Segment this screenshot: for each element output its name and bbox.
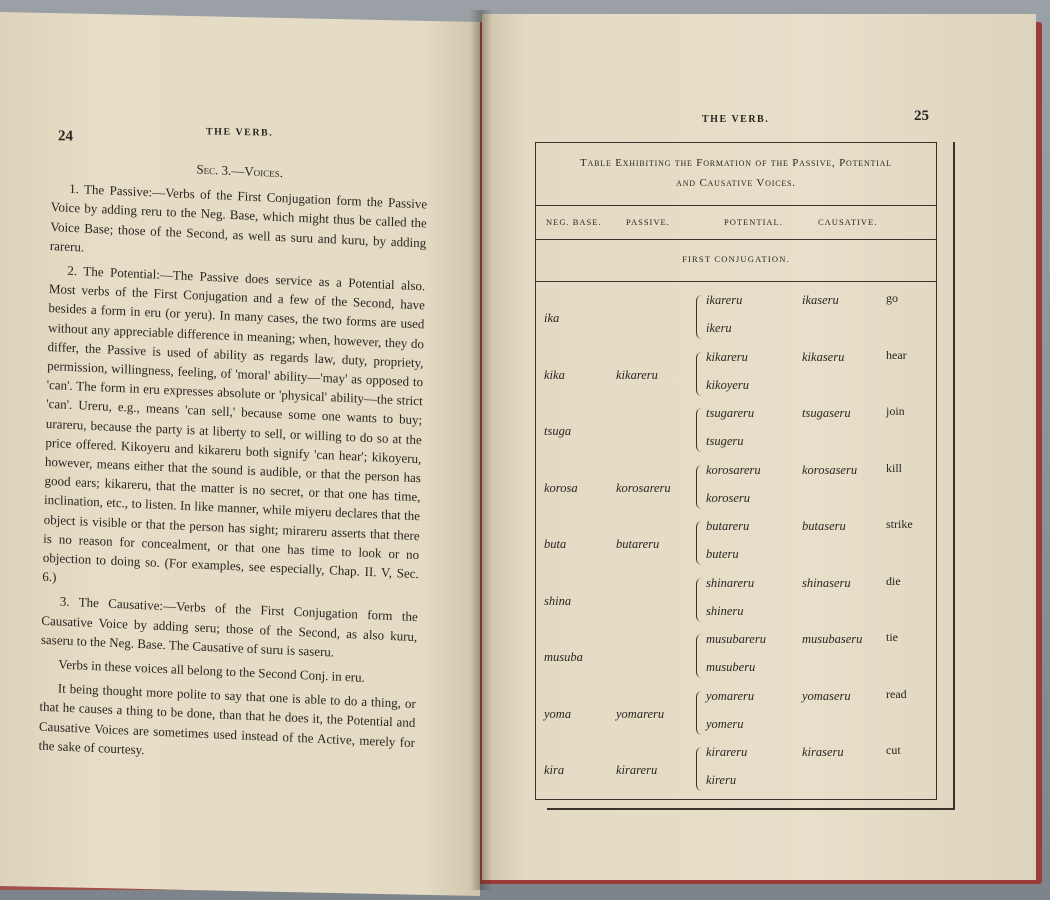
potential-alt-cell: koroseru [706, 490, 750, 505]
passive-cell: butareru [616, 537, 660, 551]
table-rule [536, 205, 936, 206]
neg-base-cell: kira [544, 763, 565, 777]
table-row [536, 687, 936, 743]
right-page-number: 25 [914, 108, 929, 124]
right-running-head: THE VERB. [702, 114, 770, 125]
paragraph-second-conj: Verbs in these voices all belong to the Second Conj. in eru. [58, 656, 366, 685]
meaning-cell: read [886, 686, 907, 701]
col-head-causative: CAUSATIVE. [818, 217, 878, 227]
neg-base-cell: musuba [544, 650, 583, 664]
causative-cell: shinaseru [802, 575, 851, 590]
potential-alt-cell: musuberu [706, 660, 756, 674]
paragraph-potential: 2. The Potential:—The Passive does service as a Potential also. Most verbs of the First Conjugation and a few of the Second, have besides a form in eru (or yeru). In many cases, the two forms are used without any appreciable difference in meaning; when, however, they do differ, the Passive is used of ability as regards law, duty, propriety, permission, willingness, feeling, of 'moral' ability—'may' as opposed to 'can'. The form in eru expresses absolute or 'physical' ability—the strict 'can'. Ureru, e.g., means 'can sell,' because some one wants to buy; urareru, because the party is at liberty to sell, or willing to do so at the price offered. Kikoyeru and kikareru both signify 'can hear'; kikoyeru, however, means either that the sound is audible, or that the person has good ears; kikareru, that the matter is no secret, or that one has time, inclination, etc., to listen. In like manner, while miyeru declares that the object is visible or that the person has sight; mirareru asserts that there is no reason for concealment, or that one has time to look or no objection to doing so. (For examples, see especially, Chap. II. V, Sec. 6.) [42, 262, 426, 585]
potential-alt-cell: shineru [706, 603, 744, 618]
left-page [0, 12, 480, 896]
potential-alt-cell: ikeru [706, 321, 732, 335]
potential-cell: kikareru [706, 349, 748, 364]
table-outer-rule [547, 808, 954, 810]
table-row [536, 743, 936, 799]
potential-alt-cell: buteru [706, 547, 739, 561]
causative-cell: kiraseru [802, 745, 844, 759]
potential-cell: musubareru [706, 632, 766, 646]
passive-cell: yomareru [616, 706, 665, 721]
voices-table [535, 142, 937, 800]
meaning-cell: join [886, 404, 905, 418]
meaning-cell: kill [886, 460, 903, 475]
brace [696, 691, 703, 735]
table-title-line2: and Causative Voices. [676, 177, 796, 189]
brace [696, 634, 703, 678]
table-rule [536, 281, 936, 282]
potential-cell: shinareru [706, 575, 755, 590]
meaning-cell: strike [886, 517, 913, 531]
left-page-number: 24 [58, 128, 73, 145]
meaning-cell: go [886, 291, 898, 305]
paragraph-causative: 3. The Causative:—Verbs of the First Conjugation form the Causative Voice by adding seru; those of the Second, as also kuru, saseru to the Neg. Base. The Causative of suru is saseru. [40, 594, 418, 660]
neg-base-cell: kika [544, 367, 565, 382]
table-title [536, 153, 936, 193]
left-running-head: THE VERB. [206, 126, 274, 139]
left-page-body [38, 153, 428, 776]
potential-cell: korosareru [706, 462, 761, 477]
book-gutter [470, 10, 492, 890]
potential-alt-cell: kikoyeru [706, 377, 750, 392]
potential-cell: ikareru [706, 293, 743, 307]
meaning-cell: hear [886, 347, 907, 362]
causative-cell: kikaseru [802, 349, 845, 364]
potential-alt-cell: tsugeru [706, 434, 744, 448]
brace [696, 352, 703, 396]
brace [696, 465, 703, 509]
causative-cell: yomaseru [802, 688, 851, 703]
conjugation-heading: FIRST CONJUGATION. [682, 254, 790, 264]
meaning-cell: tie [886, 630, 898, 644]
table-row [536, 517, 936, 573]
table-row [536, 404, 936, 460]
passive-cell: korosareru [616, 480, 671, 495]
passive-cell: kikareru [616, 367, 658, 382]
causative-cell: korosaseru [802, 462, 858, 477]
col-head-neg-base: NEG. BASE. [546, 217, 602, 227]
causative-cell: tsugaseru [802, 406, 851, 420]
neg-base-cell: ika [544, 311, 560, 325]
neg-base-cell: shina [544, 593, 572, 608]
potential-alt-cell: kireru [706, 773, 737, 787]
brace [696, 578, 703, 622]
neg-base-cell: buta [544, 537, 567, 551]
col-head-passive: PASSIVE. [626, 217, 670, 227]
potential-alt-cell: yomeru [706, 716, 744, 731]
table-row [536, 348, 936, 404]
neg-base-cell: yoma [544, 706, 572, 721]
table-row [536, 574, 936, 630]
table-row [536, 291, 936, 347]
brace [696, 408, 703, 452]
causative-cell: ikaseru [802, 293, 839, 307]
table-rule [536, 239, 936, 240]
potential-cell: yomareru [706, 688, 755, 703]
table-outer-rule-side [953, 142, 955, 810]
potential-cell: kirareru [706, 745, 748, 759]
potential-cell: tsugareru [706, 406, 755, 420]
neg-base-cell: tsuga [544, 424, 572, 438]
brace [696, 295, 703, 339]
causative-cell: musubaseru [802, 632, 863, 646]
meaning-cell: die [886, 573, 901, 588]
table-title-line1: Table Exhibiting the Formation of the Passive, Potential [580, 157, 892, 169]
col-head-potential: POTENTIAL. [724, 217, 783, 227]
section-heading: Sec. 3.—Voices. [196, 161, 284, 181]
paragraph-courtesy: It being thought more polite to say that one is able to do a thing, or that he causes a thing to be done, than that he does it, the Potential and Causative Voices are sometimes used instead of the Active, merely for the sake of courtesy. [38, 680, 416, 758]
paragraph-passive: 1. The Passive:—Verbs of the First Conjugation form the Passive Voice by adding reru to the Neg. Base, which might thus be called the Voice Base; those of the Second, as well as suru and kuru, by adding rareru. [49, 181, 428, 255]
passive-cell: kirareru [616, 763, 658, 777]
brace [696, 521, 703, 565]
causative-cell: butaseru [802, 519, 846, 533]
neg-base-cell: korosa [544, 480, 578, 495]
table-row [536, 461, 936, 517]
brace [696, 747, 703, 791]
potential-cell: butareru [706, 519, 750, 533]
meaning-cell: cut [886, 743, 901, 757]
table-row [536, 630, 936, 686]
